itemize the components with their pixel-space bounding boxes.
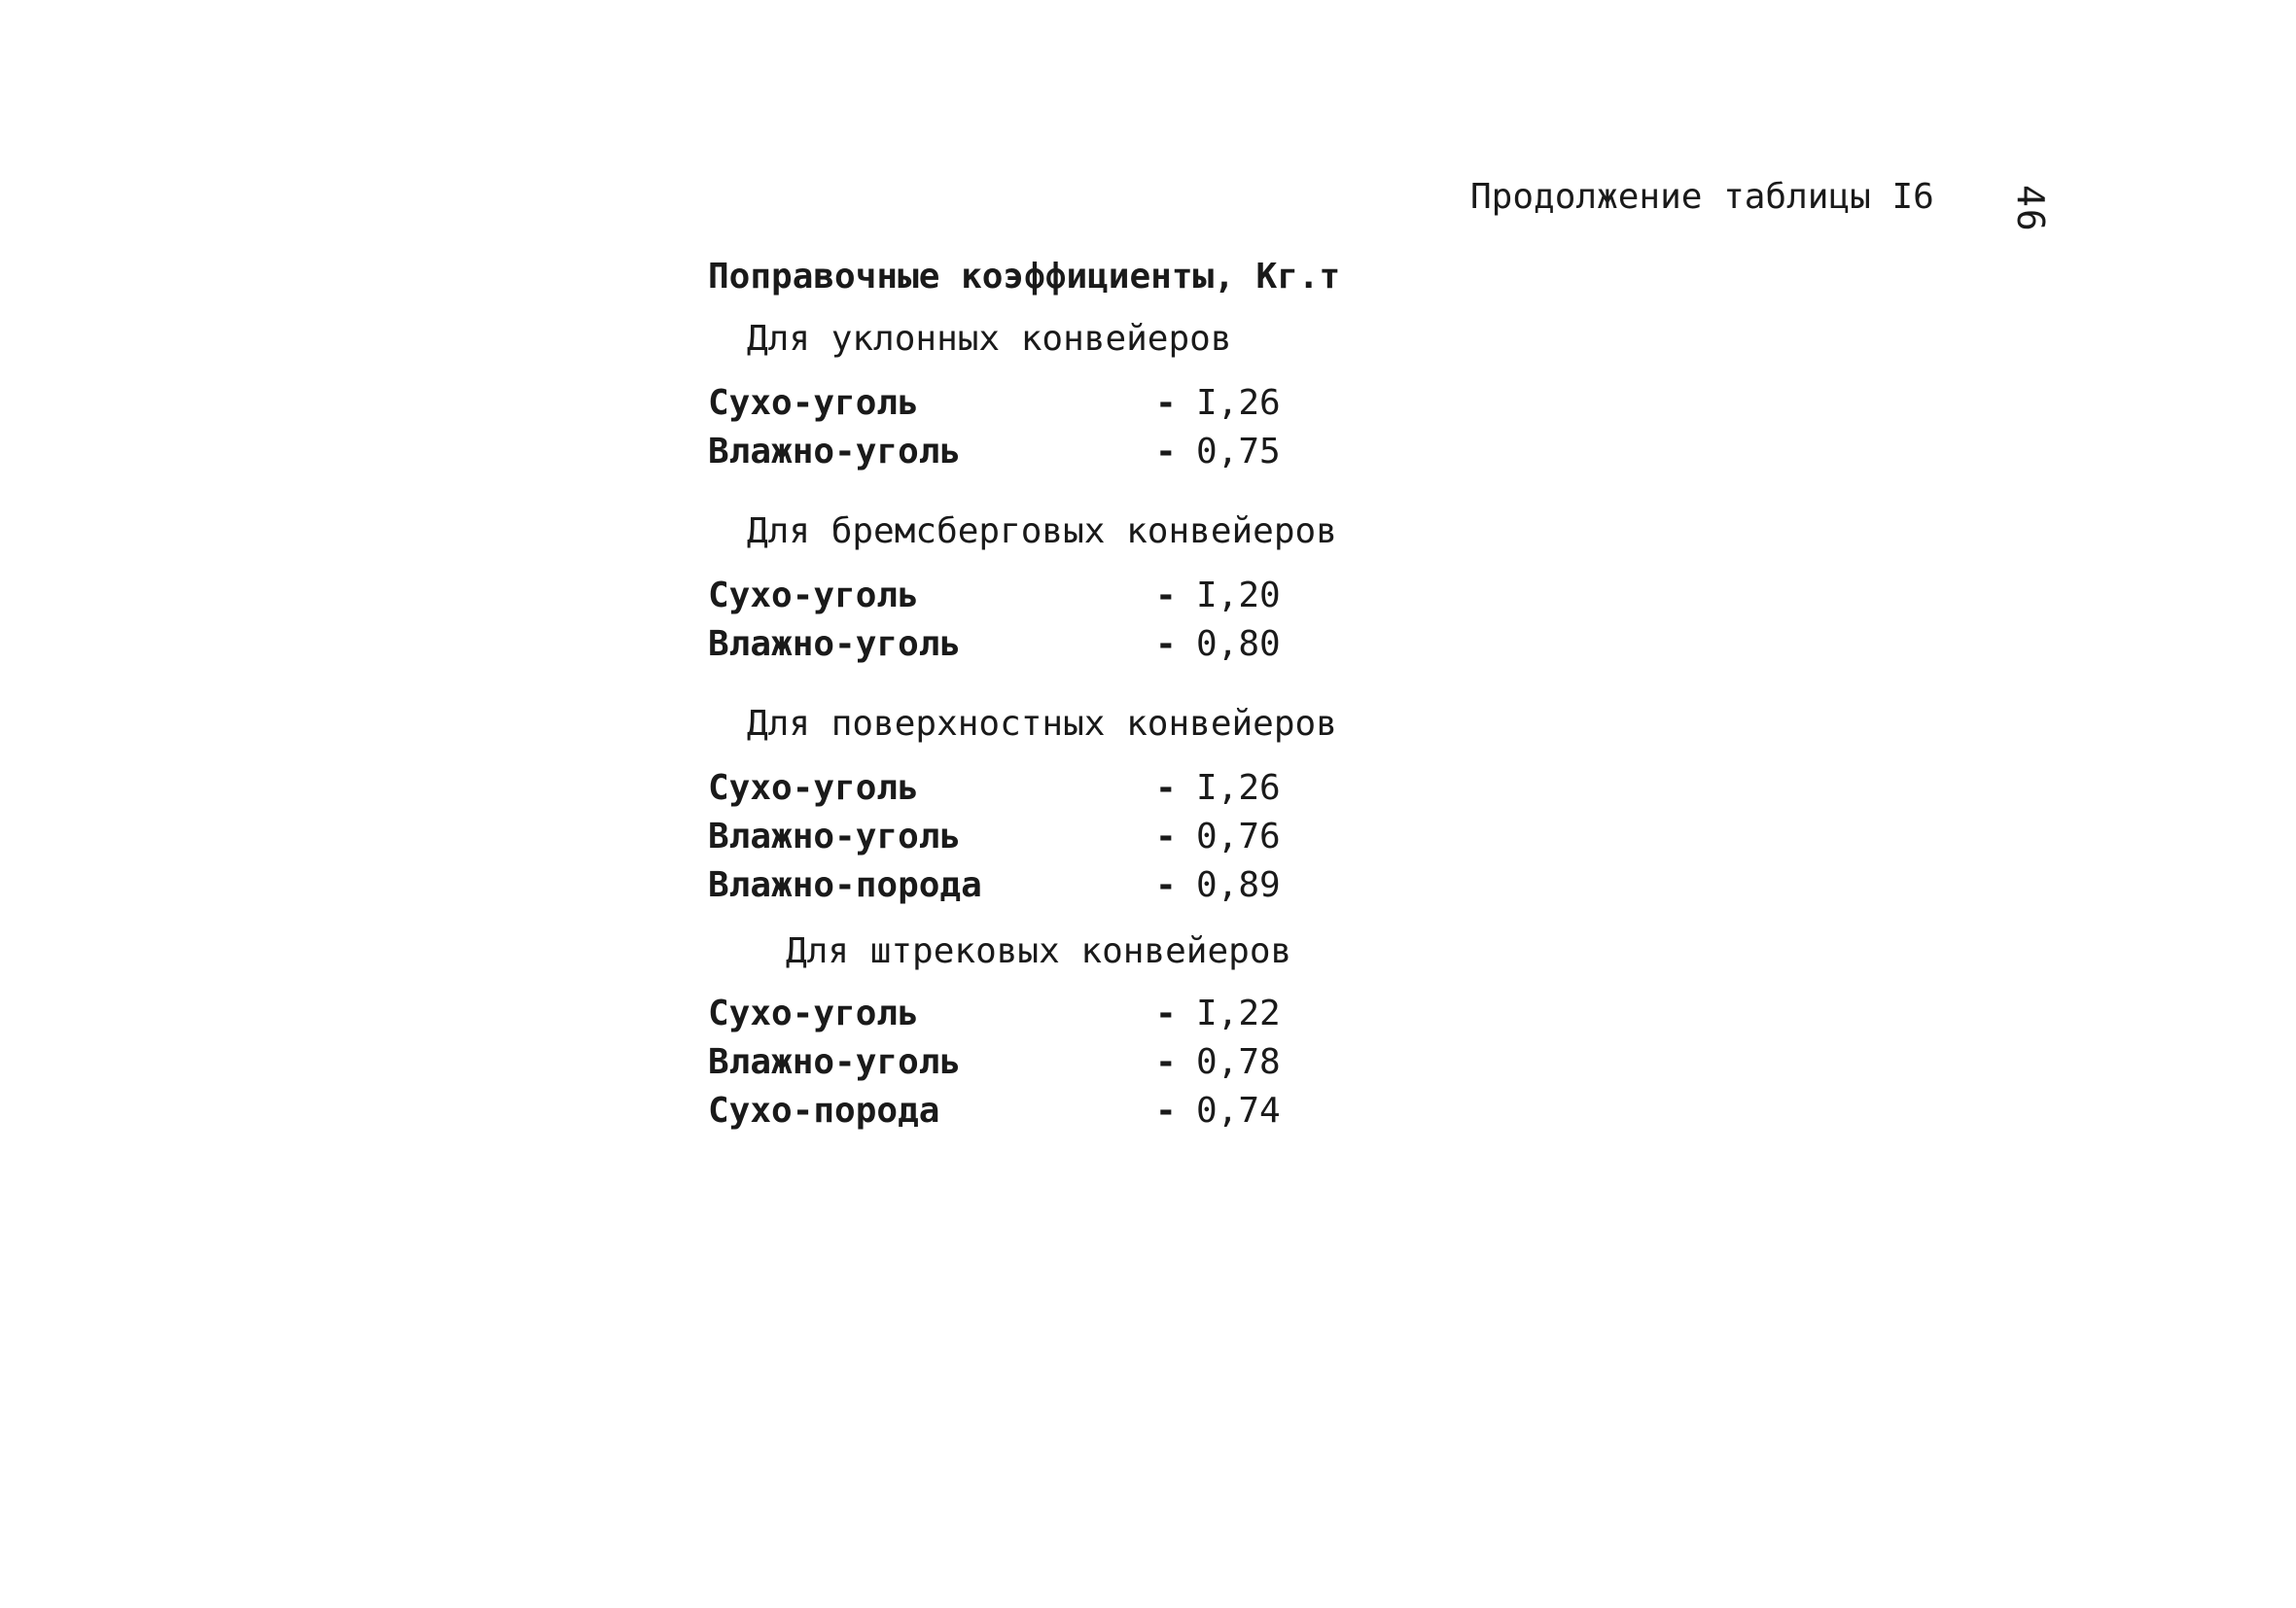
coefficient-value: 0,76 — [1196, 817, 1281, 856]
material-name: Влажно-порода — [708, 865, 982, 905]
material-name: Сухо-уголь — [708, 768, 919, 808]
document-title: Поправочные коэффициенты, Кг.т — [708, 257, 1341, 297]
section-heading-drift: Для штрековых конвейеров — [786, 931, 1292, 971]
dash-separator: - — [1155, 768, 1177, 808]
table-row — [708, 817, 1291, 863]
material-name: Влажно-уголь — [708, 1042, 962, 1082]
material-name: Влажно-уголь — [708, 624, 962, 664]
coefficient-value: I,26 — [1196, 383, 1281, 423]
material-name: Сухо-уголь — [708, 576, 919, 615]
table-row — [708, 768, 1291, 815]
section-heading-inclined: Для уклонных конвейеров — [747, 319, 1232, 359]
section-heading-surface: Для поверхностных конвейеров — [747, 704, 1337, 744]
dash-separator: - — [1155, 624, 1177, 664]
coefficient-value: 0,89 — [1196, 865, 1281, 905]
material-name: Влажно-уголь — [708, 432, 962, 472]
table-row — [708, 624, 1291, 671]
coefficient-value: 0,78 — [1196, 1042, 1281, 1082]
dash-separator: - — [1155, 432, 1177, 472]
dash-separator: - — [1155, 1042, 1177, 1082]
table-row — [708, 383, 1291, 430]
section-heading-bremsberg: Для бремсберговых конвейеров — [747, 511, 1337, 551]
coefficient-value: I,26 — [1196, 768, 1281, 808]
coefficient-value: I,20 — [1196, 576, 1281, 615]
table-row — [708, 994, 1291, 1040]
dash-separator: - — [1155, 865, 1177, 905]
coefficient-value: 0,75 — [1196, 432, 1281, 472]
coefficient-value: 0,80 — [1196, 624, 1281, 664]
material-name: Сухо-уголь — [708, 994, 919, 1033]
dash-separator: - — [1155, 576, 1177, 615]
dash-separator: - — [1155, 383, 1177, 423]
table-continuation-label: Продолжение таблицы I6 — [1470, 177, 1934, 217]
coefficient-value: 0,74 — [1196, 1091, 1281, 1131]
coefficient-value: I,22 — [1196, 994, 1281, 1033]
material-name: Влажно-уголь — [708, 817, 962, 856]
table-row — [708, 865, 1291, 912]
material-name: Сухо-порода — [708, 1091, 940, 1131]
page-number: 46 — [2009, 185, 2052, 233]
table-row — [708, 432, 1291, 478]
table-row — [708, 576, 1291, 622]
dash-separator: - — [1155, 817, 1177, 856]
material-name: Сухо-уголь — [708, 383, 919, 423]
dash-separator: - — [1155, 994, 1177, 1033]
dash-separator: - — [1155, 1091, 1177, 1131]
table-row — [708, 1091, 1291, 1137]
table-row — [708, 1042, 1291, 1089]
